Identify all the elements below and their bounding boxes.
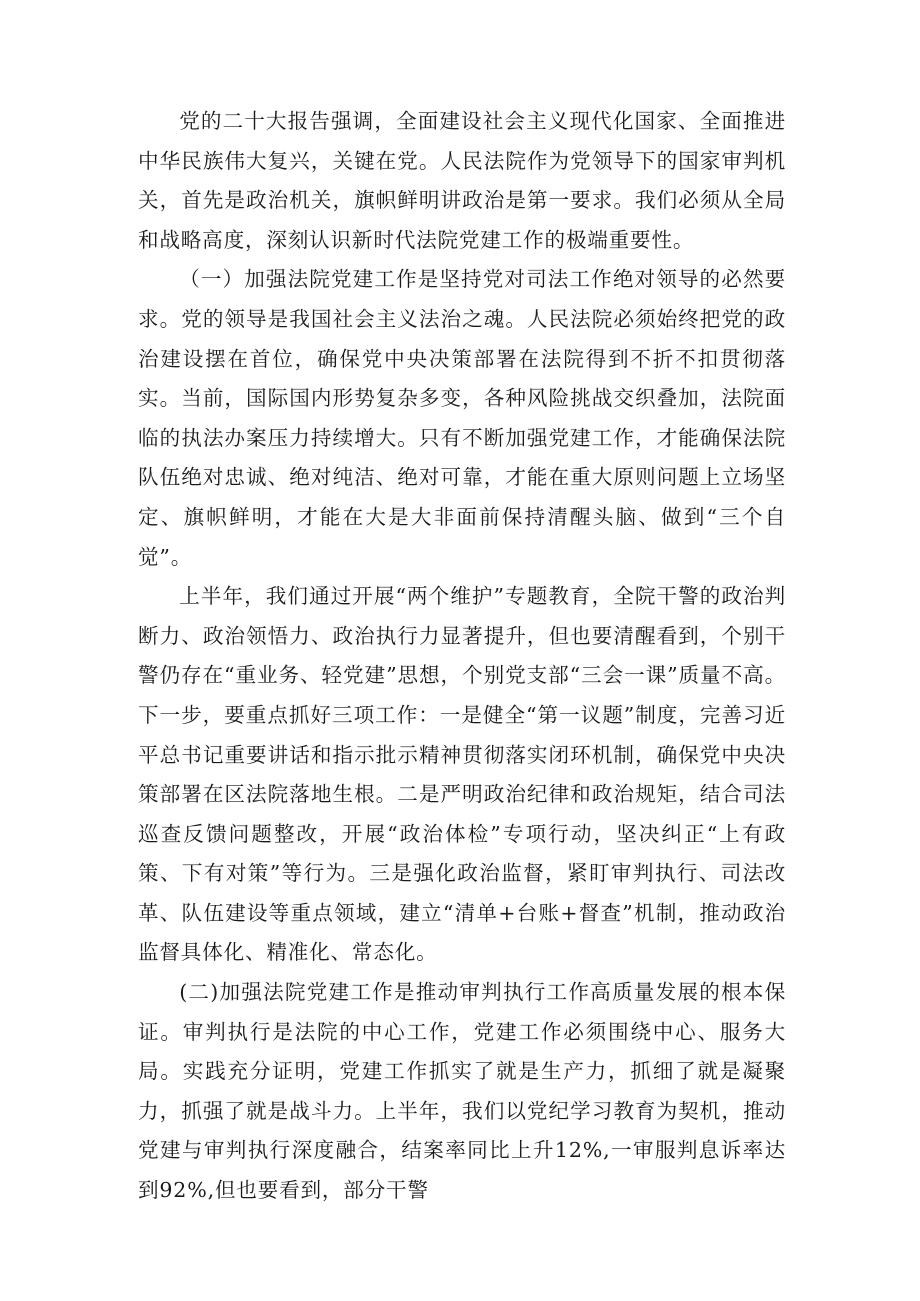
paragraph-section-one: （一）加强法院党建工作是坚持党对司法工作绝对领导的必然要求。党的领导是我国社会主义法治之魂。人民法院必须始终把党的政治建设摆在首位，确保党中央决策部署在法院得到不折不扣贯彻落实。当前，国际国内形势复杂多变，各种风险挑战交织叠加，法院面临的执法办案压力持续增大。只有不断加强党建工作，才能确保法院队伍绝对忠诚、绝对纯洁、绝对可靠，才能在重大原则问题上立场坚定、旗帜鲜明，才能在大是大非面前保持清醒头脑、做到“三个自觉”。	[138, 267, 786, 569]
paragraph-first-half-year: 上半年，我们通过开展“两个维护”专题教育，全院干警的政治判断力、政治领悟力、政治执行力显著提升，但也要清醒看到，个别干警仍存在“重业务、轻党建”思想，个别党支部“三会一课”质量不高。下一步，要重点抓好三项工作：一是健全“第一议题”制度，完善习近平总书记重要讲话和指示批示精神贯彻落实闭环机制，确保党中央决策部署在区法院落地生根。二是严明政治纪律和政治规矩，结合司法巡查反馈问题整改，开展“政治体检”专项行动，坚决纠正“上有政策、下有对策”等行为。三是强化政治监督，紧盯审判执行、司法改革、队伍建设等重点领域，建立“清单+台账+督查”机制，推动政治监督具体化、精准化、常态化。	[138, 584, 786, 965]
document-body	[138, 102, 786, 1211]
paragraph-intro: 党的二十大报告强调，全面建设社会主义现代化国家、全面推进中华民族伟大复兴，关键在党。人民法院作为党领导下的国家审判机关，首先是政治机关，旗帜鲜明讲政治是第一要求。我们必须从全局和战略高度，深刻认识新时代法院党建工作的极端重要性。	[138, 109, 786, 252]
paragraph-section-two: (二)加强法院党建工作是推动审判执行工作高质量发展的根本保证。审判执行是法院的中心工作，党建工作必须围绕中心、服务大局。实践充分证明，党建工作抓实了就是生产力，抓细了就是凝聚力，抓强了就是战斗力。上半年，我们以党纪学习教育为契机，推动党建与审判执行深度融合，结案率同比上升12%,一审服判息诉率达到92%,但也要看到，部分干警	[138, 980, 786, 1203]
